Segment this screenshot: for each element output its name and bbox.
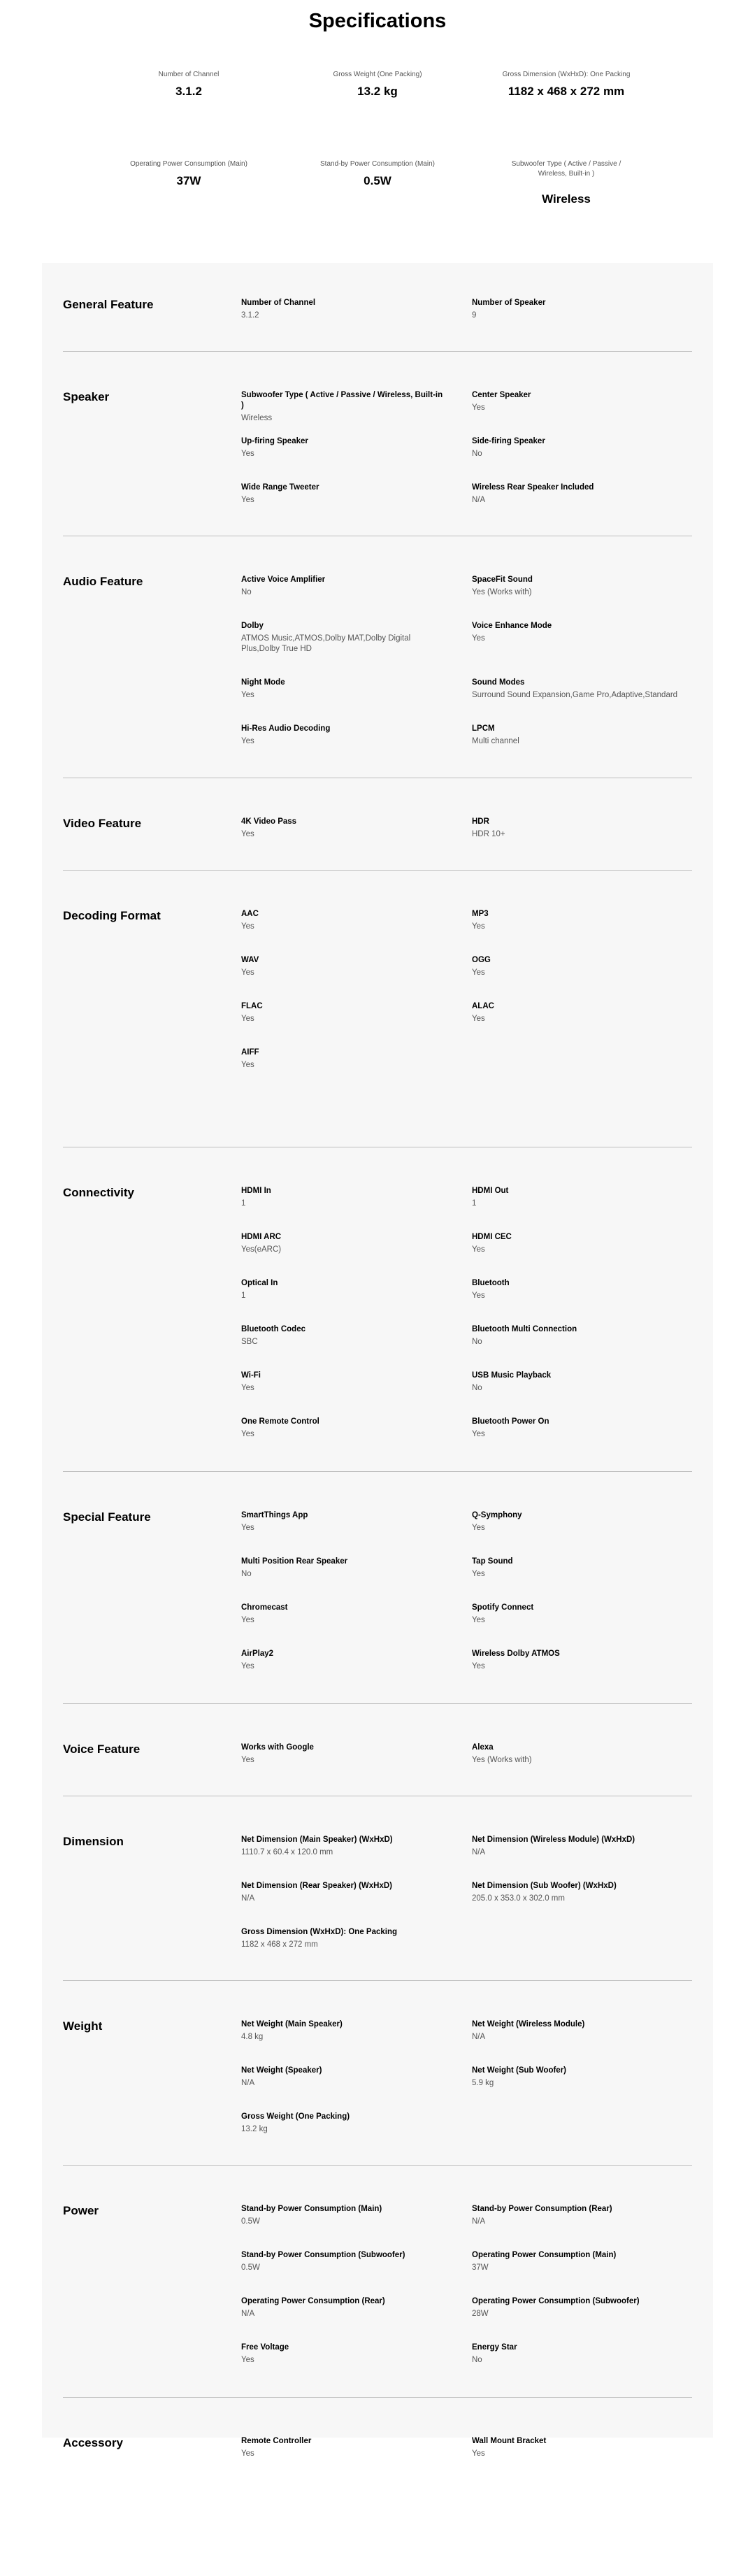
spec-item — [472, 2342, 675, 2366]
spec-label: Subwoofer Type ( Active / Passive / Wireless, Built-in ) — [241, 391, 443, 410]
spec-label: Alexa — [472, 1743, 494, 1752]
section-divider — [63, 870, 692, 871]
spec-label: Bluetooth Power On — [472, 1417, 549, 1426]
spec-value: Yes — [472, 1524, 485, 1532]
spec-value: Yes — [241, 830, 254, 838]
spec-label: Side-firing Speaker — [472, 437, 545, 445]
spec-label: Dolby — [241, 622, 264, 630]
spec-label: OGG — [472, 956, 491, 964]
spec-item — [241, 390, 444, 424]
spec-label: Wall Mount Bracket — [472, 2437, 547, 2445]
spec-item — [241, 575, 444, 598]
section-title: Special Feature — [63, 1510, 151, 1524]
section-divider — [63, 351, 692, 352]
spec-label: Spotify Connect — [472, 1603, 534, 1612]
spec-item — [472, 1603, 675, 1626]
spec-label: Wi-Fi — [241, 1371, 261, 1380]
spec-value: Yes — [472, 1662, 485, 1670]
spec-label: 4K Video Pass — [241, 817, 297, 826]
spec-label: Multi Position Rear Speaker — [241, 1557, 348, 1566]
highlight-value: 3.1.2 — [175, 85, 202, 98]
spec-item — [241, 436, 444, 459]
spec-value: Surround Sound Expansion,Game Pro,Adaptive,Standard — [472, 691, 678, 699]
spec-section — [63, 2019, 692, 2159]
section-title: Video Feature — [63, 817, 142, 830]
spec-item — [241, 724, 444, 747]
spec-label: Bluetooth Multi Connection — [472, 1325, 577, 1333]
spec-label: Number of Speaker — [472, 299, 546, 307]
spec-value: Yes — [241, 2449, 254, 2458]
spec-value: Multi channel — [472, 737, 519, 745]
spec-label: Works with Google — [241, 1743, 314, 1752]
spec-item — [472, 1835, 675, 1858]
spec-label: Wireless Rear Speaker Included — [472, 483, 594, 492]
spec-value: No — [241, 1570, 252, 1578]
spec-label: Free Voltage — [241, 2343, 289, 2352]
spec-value: N/A — [472, 496, 486, 504]
spec-item — [472, 1417, 675, 1440]
spec-value: Yes — [472, 1616, 485, 1624]
spec-item — [472, 2019, 675, 2042]
spec-label: MP3 — [472, 910, 489, 918]
spec-item — [472, 1510, 675, 1533]
spec-value: Yes — [241, 1756, 254, 1764]
highlight-item — [451, 159, 682, 206]
spec-item — [241, 2436, 444, 2459]
spec-label: Hi-Res Audio Decoding — [241, 724, 331, 733]
spec-value: 28W — [472, 2310, 489, 2318]
spec-label: Net Dimension (Wireless Module) (WxHxD) — [472, 1836, 635, 1844]
spec-item — [472, 1232, 675, 1255]
spec-label: Stand-by Power Consumption (Rear) — [472, 2205, 612, 2213]
section-title: Accessory — [63, 2436, 124, 2449]
spec-value: ATMOS Music,ATMOS,Dolby MAT,Dolby Digital Plus,Dolby True HD — [241, 634, 411, 653]
spec-item — [241, 1649, 444, 1672]
spec-label: Stand-by Power Consumption (Main) — [241, 2205, 382, 2213]
spec-value: 0.5W — [241, 2263, 260, 2272]
section-title: Power — [63, 2204, 99, 2217]
spec-value: Yes(eARC) — [241, 1245, 282, 1254]
highlight-label: Number of Channel — [158, 71, 220, 78]
spec-item — [472, 817, 675, 840]
spec-value: 1 — [472, 1199, 477, 1208]
spec-label: Net Weight (Main Speaker) — [241, 2020, 343, 2028]
spec-value: Yes — [241, 450, 254, 458]
spec-value: Yes — [241, 2356, 254, 2364]
spec-label: Energy Star — [472, 2343, 517, 2352]
spec-item — [241, 2019, 444, 2042]
spec-item — [241, 1603, 444, 1626]
spec-value: Yes — [472, 1291, 485, 1300]
spec-value: Yes — [472, 634, 485, 643]
section-divider — [63, 1471, 692, 1472]
spec-section — [63, 909, 692, 1069]
spec-section — [63, 575, 692, 745]
spec-label: Night Mode — [241, 678, 285, 687]
spec-label: Net Dimension (Rear Speaker) (WxHxD) — [241, 1882, 392, 1890]
spec-value: 1182 x 468 x 272 mm — [241, 1940, 318, 1949]
highlight-value: Wireless — [542, 192, 591, 206]
spec-label: USB Music Playback — [472, 1371, 552, 1380]
section-title: General Feature — [63, 298, 154, 311]
spec-item — [241, 1324, 444, 1347]
spec-value: No — [472, 1338, 482, 1346]
spec-label: SpaceFit Sound — [472, 575, 533, 584]
spec-label: Center Speaker — [472, 391, 531, 399]
spec-section — [63, 2204, 692, 2364]
spec-value: Yes — [472, 1245, 485, 1254]
spec-item — [472, 2204, 675, 2227]
section-title: Audio Feature — [63, 575, 143, 588]
spec-item — [241, 2250, 444, 2273]
spec-item — [472, 2296, 675, 2319]
spec-value: Yes — [472, 1570, 485, 1578]
spec-value: Yes — [241, 691, 254, 699]
spec-item — [472, 621, 675, 644]
spec-label: SmartThings App — [241, 1511, 308, 1519]
section-title: Dimension — [63, 1835, 124, 1848]
spec-item — [472, 482, 675, 506]
spec-label: AirPlay2 — [241, 1650, 274, 1658]
spec-item — [241, 1232, 444, 1255]
spec-item — [472, 909, 675, 932]
section-title: Speaker — [63, 390, 110, 403]
spec-item — [472, 1743, 675, 1766]
spec-value: Yes — [241, 1015, 254, 1023]
spec-value: Yes — [241, 737, 254, 745]
spec-label: Net Weight (Sub Woofer) — [472, 2066, 567, 2075]
spec-item — [241, 1047, 444, 1071]
section-title: Decoding Format — [63, 909, 161, 922]
spec-value: 4.8 kg — [241, 2033, 264, 2041]
spec-value: 3.1.2 — [241, 311, 259, 320]
spec-label: Gross Dimension (WxHxD): One Packing — [241, 1928, 398, 1936]
spec-value: N/A — [241, 2310, 255, 2318]
spec-item — [472, 1649, 675, 1672]
spec-label: Bluetooth — [472, 1279, 510, 1287]
spec-section — [63, 1510, 692, 1670]
spec-label: Tap Sound — [472, 1557, 513, 1566]
spec-label: Active Voice Amplifier — [241, 575, 326, 584]
spec-item — [241, 1186, 444, 1209]
spec-label: Wide Range Tweeter — [241, 483, 319, 492]
spec-value: N/A — [241, 2079, 255, 2087]
spec-item — [241, 1557, 444, 1580]
spec-value: No — [472, 1384, 482, 1392]
spec-label: Wireless Dolby ATMOS — [472, 1650, 560, 1658]
spec-label: HDMI ARC — [241, 1233, 282, 1241]
spec-label: Bluetooth Codec — [241, 1325, 305, 1333]
spec-item — [241, 2112, 444, 2135]
spec-value: Yes — [241, 1061, 254, 1069]
spec-item — [241, 1881, 444, 1904]
section-divider — [63, 2165, 692, 2166]
spec-value: Wireless — [241, 414, 273, 422]
spec-value: 37W — [472, 2263, 489, 2272]
section-title: Connectivity — [63, 1186, 135, 1199]
spec-value: Yes — [241, 968, 254, 977]
spec-label: Chromecast — [241, 1603, 288, 1612]
spec-label: AAC — [241, 910, 259, 918]
spec-item — [241, 482, 444, 506]
spec-label: HDMI In — [241, 1187, 271, 1195]
section-divider — [63, 1703, 692, 1704]
spec-value: No — [472, 450, 482, 458]
spec-label: AIFF — [241, 1048, 259, 1057]
spec-value: 1 — [241, 1291, 246, 1300]
spec-item — [241, 1835, 444, 1858]
spec-section — [63, 1835, 692, 1975]
spec-item — [472, 1186, 675, 1209]
spec-label: ALAC — [472, 1002, 494, 1010]
spec-item — [241, 2066, 444, 2089]
spec-item — [472, 1324, 675, 1347]
spec-item — [472, 1881, 675, 1904]
spec-value: 205.0 x 353.0 x 302.0 mm — [472, 1894, 565, 1903]
spec-item — [472, 1371, 675, 1394]
spec-label: FLAC — [241, 1002, 263, 1010]
highlight-label: Gross Weight (One Packing) — [333, 71, 422, 78]
spec-value: Yes — [241, 1524, 254, 1532]
highlight-value: 0.5W — [364, 174, 391, 187]
section-divider — [63, 2397, 692, 2398]
spec-item — [472, 1278, 675, 1301]
spec-value: Yes — [472, 1015, 485, 1023]
spec-value: Yes — [472, 2449, 485, 2458]
spec-label: Gross Weight (One Packing) — [241, 2112, 350, 2121]
spec-value: Yes — [472, 1430, 485, 1438]
spec-item — [472, 1557, 675, 1580]
spec-value: Yes (Works with) — [472, 588, 532, 596]
spec-value: 0.5W — [241, 2217, 260, 2226]
spec-label: Sound Modes — [472, 678, 525, 687]
highlight-value: 37W — [176, 174, 201, 187]
spec-value: N/A — [472, 2217, 486, 2226]
spec-item — [472, 436, 675, 459]
spec-value: Yes — [241, 1662, 254, 1670]
spec-item — [472, 298, 675, 321]
spec-label: HDMI Out — [472, 1187, 509, 1195]
spec-value: No — [241, 588, 252, 596]
spec-label: One Remote Control — [241, 1417, 319, 1426]
spec-value: N/A — [472, 2033, 486, 2041]
highlight-label: Operating Power Consumption (Main) — [130, 160, 247, 168]
section-title: Weight — [63, 2019, 103, 2033]
spec-item — [472, 1001, 675, 1024]
spec-section — [63, 390, 692, 530]
spec-value: HDR 10+ — [472, 830, 505, 838]
spec-item — [241, 1927, 444, 1950]
spec-label: Remote Controller — [241, 2437, 312, 2445]
spec-value: N/A — [472, 1848, 486, 1856]
spec-item — [472, 2066, 675, 2089]
spec-item — [241, 1278, 444, 1301]
spec-label: Q-Symphony — [472, 1511, 522, 1519]
spec-value: No — [472, 2356, 482, 2364]
spec-label: Operating Power Consumption (Subwoofer) — [472, 2297, 640, 2305]
spec-value: Yes (Works with) — [472, 1756, 532, 1764]
spec-item — [241, 678, 444, 701]
spec-section — [63, 2436, 692, 2576]
highlight-label: Gross Dimension (WxHxD): One Packing — [502, 71, 631, 78]
spec-value: Yes — [241, 1384, 254, 1392]
spec-item — [472, 678, 696, 701]
spec-item — [241, 1510, 444, 1533]
spec-item — [241, 2342, 444, 2366]
spec-section — [63, 1186, 692, 1438]
spec-item — [472, 2250, 675, 2273]
spec-label: Net Dimension (Main Speaker) (WxHxD) — [241, 1836, 393, 1844]
spec-label: LPCM — [472, 724, 495, 733]
highlight-value: 13.2 kg — [357, 85, 398, 98]
highlight-label: Subwoofer Type ( Active / Passive / Wireless, Built-in ) — [511, 160, 621, 178]
spec-item — [241, 621, 423, 654]
spec-item — [241, 1371, 444, 1394]
spec-value: Yes — [472, 403, 485, 412]
spec-label: HDMI CEC — [472, 1233, 512, 1241]
spec-value: Yes — [241, 1430, 254, 1438]
spec-value: 1110.7 x 60.4 x 120.0 mm — [241, 1848, 333, 1856]
spec-value: Yes — [241, 496, 254, 504]
spec-value: Yes — [472, 922, 485, 931]
spec-item — [241, 2204, 444, 2227]
spec-value: N/A — [241, 1894, 255, 1903]
spec-item — [472, 955, 675, 978]
spec-item — [472, 575, 675, 598]
spec-value: 1 — [241, 1199, 246, 1208]
page-title: Specifications — [308, 10, 447, 32]
spec-item — [241, 2296, 444, 2319]
section-title: Voice Feature — [63, 1743, 141, 1756]
spec-item — [472, 724, 675, 747]
spec-value: Yes — [472, 968, 485, 977]
spec-item — [241, 909, 444, 932]
spec-item — [472, 2436, 675, 2459]
spec-value: 9 — [472, 311, 477, 320]
spec-item — [472, 390, 675, 413]
spec-item — [241, 955, 444, 978]
spec-label: WAV — [241, 956, 259, 964]
spec-label: Operating Power Consumption (Rear) — [241, 2297, 385, 2305]
highlight-label: Stand-by Power Consumption (Main) — [320, 160, 435, 168]
spec-panel — [42, 263, 713, 2458]
highlight-value: 1182 x 468 x 272 mm — [508, 85, 625, 98]
spec-label: Up-firing Speaker — [241, 437, 308, 445]
spec-label: Optical In — [241, 1279, 278, 1287]
spec-label: Stand-by Power Consumption (Subwoofer) — [241, 2251, 405, 2259]
spec-value: 13.2 kg — [241, 2125, 268, 2133]
spec-value: 5.9 kg — [472, 2079, 494, 2087]
spec-value: SBC — [241, 1338, 258, 1346]
spec-item — [241, 1743, 444, 1766]
spec-item — [241, 1001, 444, 1024]
section-divider — [63, 1980, 692, 1981]
spec-label: Operating Power Consumption (Main) — [472, 2251, 617, 2259]
spec-label: Net Weight (Speaker) — [241, 2066, 322, 2075]
spec-label: Net Dimension (Sub Woofer) (WxHxD) — [472, 1882, 617, 1890]
spec-label: Net Weight (Wireless Module) — [472, 2020, 585, 2028]
highlight-item — [451, 70, 682, 99]
spec-item — [241, 298, 444, 321]
spec-item — [241, 1417, 444, 1440]
spec-item — [241, 817, 444, 840]
spec-value: Yes — [241, 1616, 254, 1624]
spec-label: Voice Enhance Mode — [472, 622, 552, 630]
spec-label: Number of Channel — [241, 299, 316, 307]
spec-value: Yes — [241, 922, 254, 931]
spec-label: HDR — [472, 817, 489, 826]
